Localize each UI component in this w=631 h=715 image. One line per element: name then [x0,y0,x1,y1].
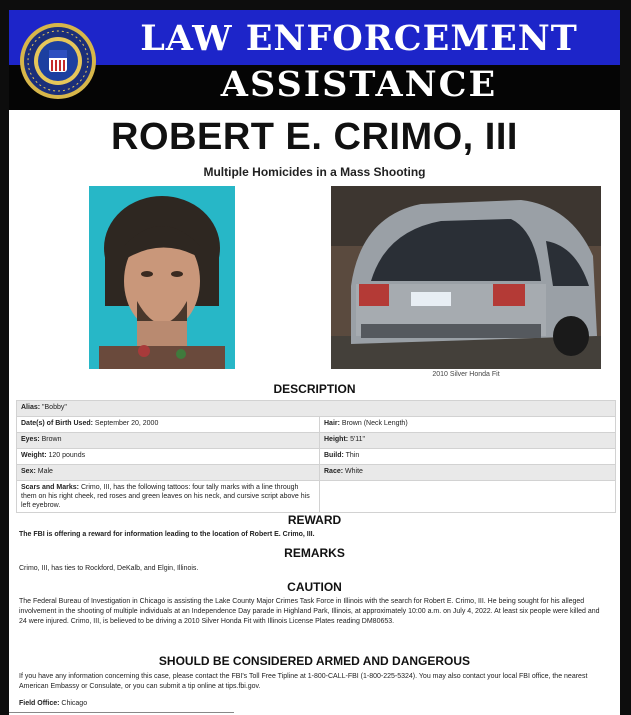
scars-cell [17,481,320,513]
vehicle-photo [331,186,601,369]
height-value: 5'11" [350,436,366,443]
table-row [17,465,616,481]
alias-cell [17,401,616,417]
reward-heading: REWARD [287,513,342,527]
banner-title-line1: LAW ENFORCEMENT [140,18,578,59]
wanted-poster [9,10,620,715]
remarks-heading: REMARKS [284,546,345,560]
sex-cell [17,465,320,481]
weight-label: Weight: [21,452,47,459]
race-value: White [345,468,363,475]
empty-cell [320,481,616,513]
scars-label: Scars and Marks: [21,484,79,491]
fbi-seal-icon [19,22,97,100]
remarks-text: Crimo, III, has ties to Rockford, DeKalb, and Elgin, Illinois. [19,565,199,572]
sex-label: Sex: [21,468,36,475]
subject-name: ROBERT E. CRIMO, III [111,116,518,158]
weight-value: 120 pounds [48,452,86,459]
eyes-value: Brown [41,436,62,443]
build-cell [320,449,616,465]
header-banner [9,10,620,110]
caution-heading: CAUTION [287,580,342,594]
caution-text: The Federal Bureau of Investigation in Chicago is assisting the Lake County Major Crimes Task Force in Illinois with the search for Robert E. Crimo, III. He being sought for his alleged involvement in the shooting of multiple individuals at an Independence Day parade in Highland Park, Illinois, at approximately 10:00 a.m. on July 4, 2022. At least six people were killed and 24 were injured. Crimo, III, is believed to be driving a 2010 Silver Honda Fit with Illinois License Plates reading DM80653. [19,598,600,625]
contact-text: If you have any information concerning this case, please contact the FBI's Toll Free Tipline at 1-800-CALL-FBI (1-800-225-5324). You may also contact your local FBI office, the nearest American Embassy or Consulate, or you can submit a tip online at tips.fbi.gov. [19,673,588,690]
table-row [17,481,616,513]
hair-value: Brown (Neck Length) [341,420,408,427]
description-heading: DESCRIPTION [273,382,356,396]
height-cell [320,433,616,449]
race-label: Race: [324,468,344,475]
sex-value: Male [37,468,53,475]
table-row [17,449,616,465]
field-office-label: Field Office: [19,700,60,707]
subject-photo [89,186,235,369]
weight-cell [17,449,320,465]
table-row [17,417,616,433]
eyes-cell [17,433,320,449]
build-label: Build: [324,452,344,459]
hair-label: Hair: [324,420,340,427]
reward-text: The FBI is offering a reward for information leading to the location of Robert E. Crimo, III. [19,531,315,538]
hair-cell [320,417,616,433]
crime-description: Multiple Homicides in a Mass Shooting [203,165,426,179]
eyes-label: Eyes: [21,436,40,443]
table-row [17,401,616,417]
field-office [19,699,609,709]
dob-cell [17,417,320,433]
build-value: Thin [345,452,360,459]
footer-divider [9,712,234,713]
banner-title-line2: ASSISTANCE [220,64,498,105]
alias-label: Alias: [21,404,41,411]
scars-value: Crimo, III, has the following tattoos: four tally marks with a line through them on his right cheek, red roses and green leaves on his neck, and cursive script above his left eyebrow. [21,484,310,509]
height-label: Height: [324,436,349,443]
table-row [17,433,616,449]
armed-dangerous-heading: SHOULD BE CONSIDERED ARMED AND DANGEROUS [158,654,471,668]
description-table [16,400,616,513]
race-cell [320,465,616,481]
alias-value: "Bobby" [42,404,67,411]
field-office-value: Chicago [61,700,88,707]
dob-value: September 20, 2000 [94,420,159,427]
dob-label: Date(s) of Birth Used: [21,420,93,427]
vehicle-caption: 2010 Silver Honda Fit [432,371,500,378]
